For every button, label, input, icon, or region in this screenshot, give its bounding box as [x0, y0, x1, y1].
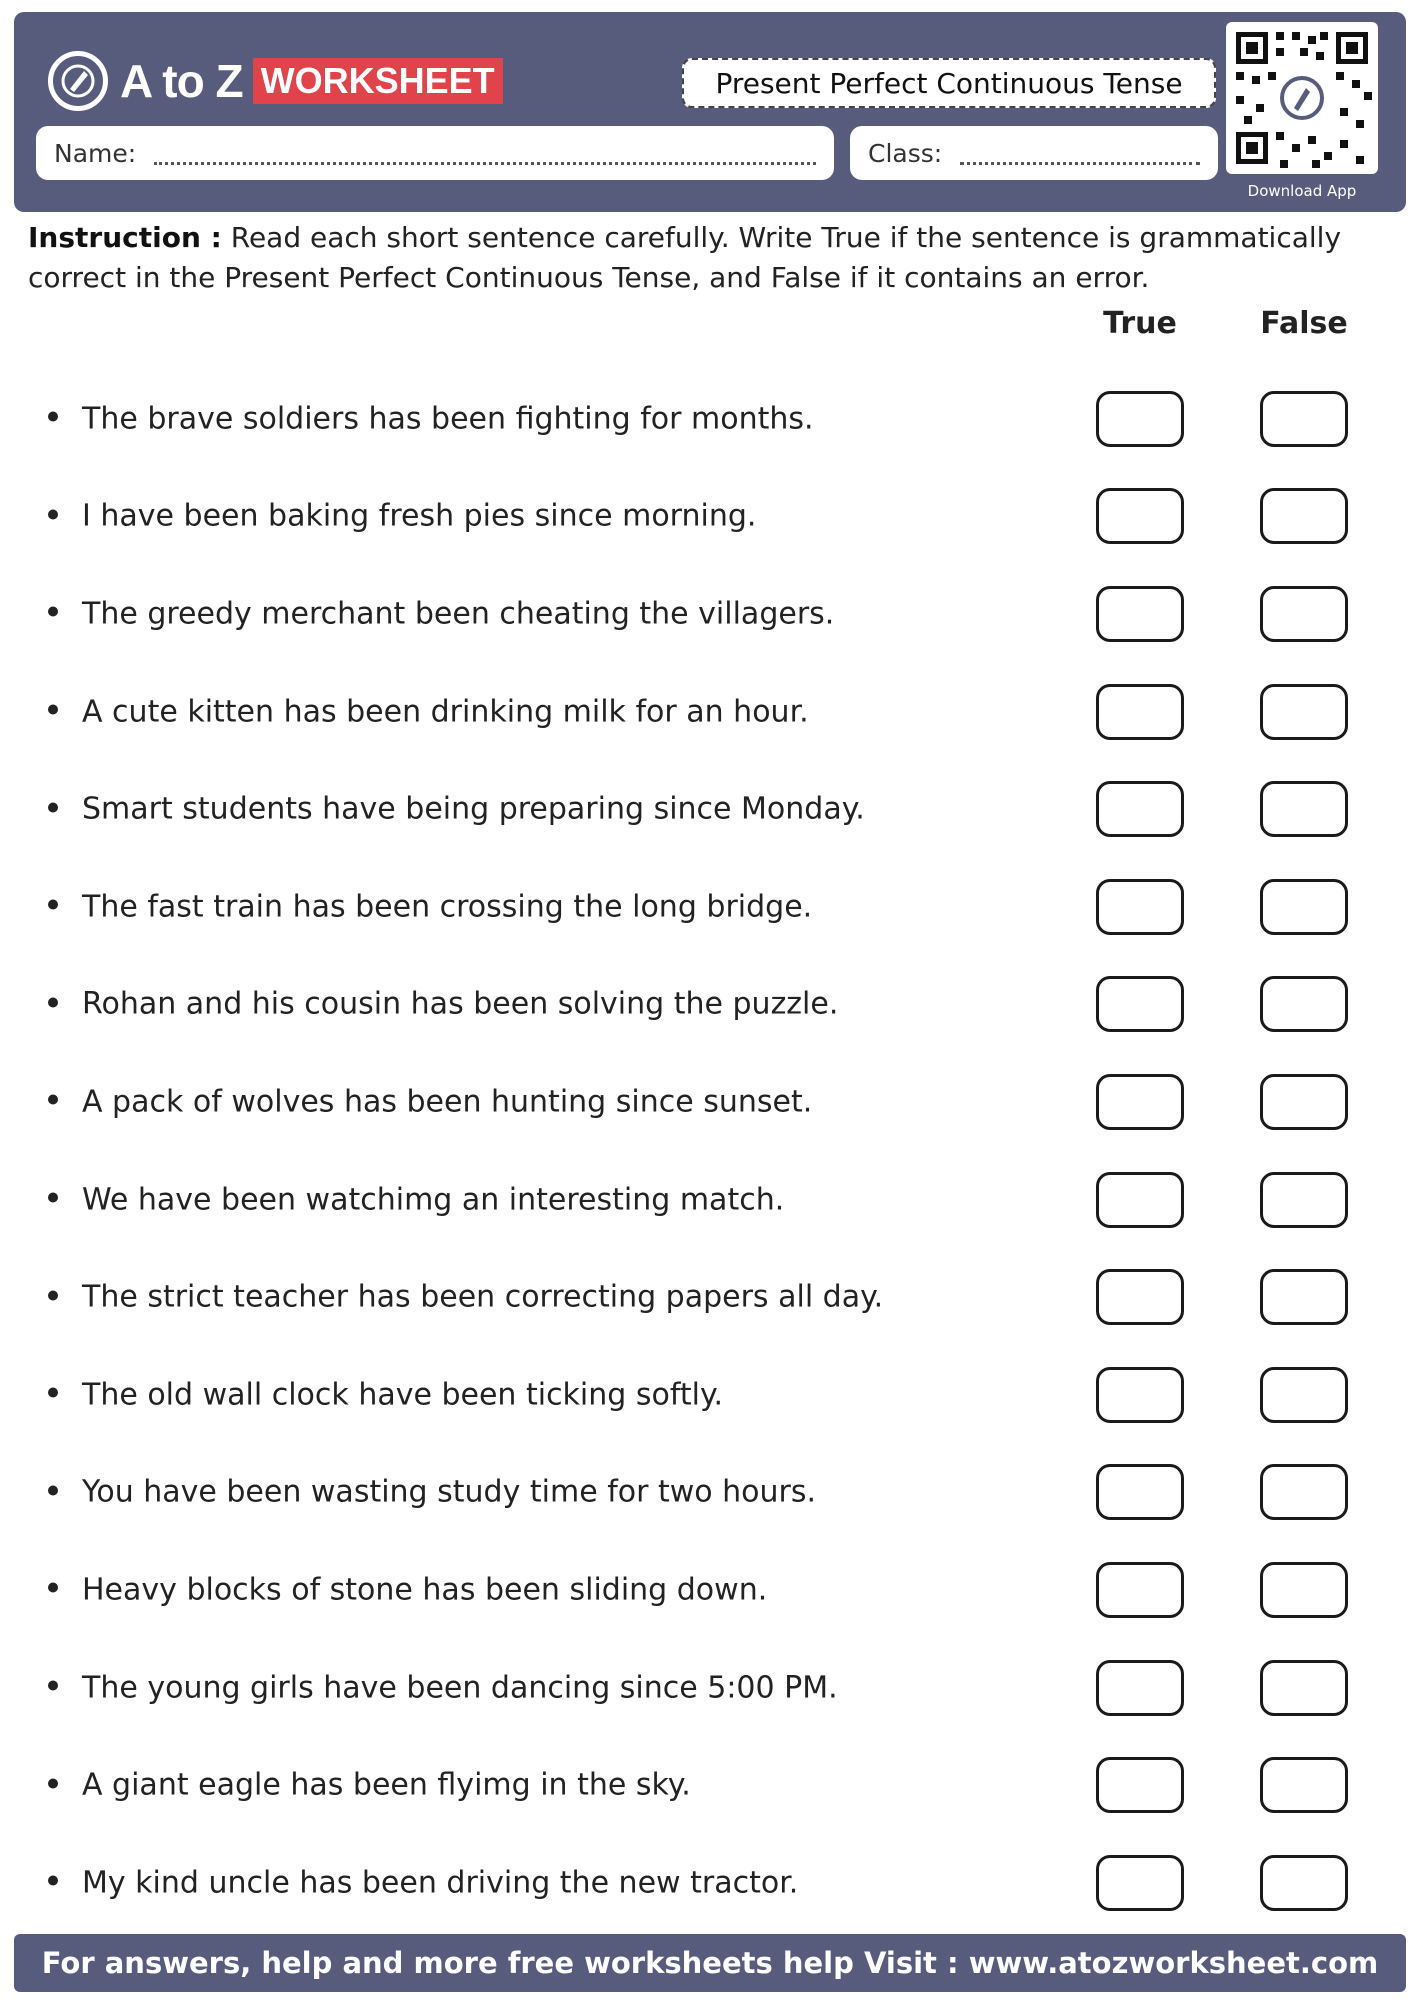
true-answer-box[interactable]: [1096, 781, 1184, 837]
question-sentence: The brave soldiers has been fighting for months.: [82, 401, 814, 437]
question-text: [48, 987, 838, 1022]
question-sentence: The fast train has been crossing the long bridge.: [82, 889, 813, 925]
question-sentence: We have been watchimg an interesting match.: [82, 1182, 785, 1218]
question-sentence: Smart students have being preparing since Monday.: [82, 791, 865, 827]
bullet-icon: [48, 412, 58, 422]
question-row: [0, 1346, 1414, 1444]
question-row: [0, 1736, 1414, 1834]
question-text: [48, 1768, 691, 1803]
false-answer-box[interactable]: [1260, 976, 1348, 1032]
false-answer-box[interactable]: [1260, 1074, 1348, 1130]
question-text: [48, 1084, 812, 1119]
instruction-label: Instruction :: [28, 221, 222, 254]
class-field[interactable]: [850, 126, 1218, 180]
question-text: [48, 1475, 816, 1510]
question-sentence: Heavy blocks of stone has been sliding down.: [82, 1572, 768, 1608]
question-row: [0, 370, 1414, 468]
question-text: [48, 1377, 723, 1412]
question-text: [48, 1865, 798, 1900]
bullet-icon: [48, 1876, 58, 1886]
false-answer-box[interactable]: [1260, 1367, 1348, 1423]
bullet-icon: [48, 802, 58, 812]
question-text: [48, 596, 834, 631]
false-answer-box[interactable]: [1260, 879, 1348, 935]
question-row: [0, 1834, 1414, 1932]
bullet-icon: [48, 1583, 58, 1593]
false-answer-box[interactable]: [1260, 1464, 1348, 1520]
false-answer-box[interactable]: [1260, 1172, 1348, 1228]
question-row: [0, 1248, 1414, 1346]
true-answer-box[interactable]: [1096, 391, 1184, 447]
bullet-icon: [48, 607, 58, 617]
brand-text: A to Z: [120, 55, 243, 107]
true-answer-box[interactable]: [1096, 1074, 1184, 1130]
true-answer-box[interactable]: [1096, 976, 1184, 1032]
question-text: [48, 1670, 838, 1705]
instruction-text: Read each short sentence carefully. Write True if the sentence is grammatically correct in the Present Perfect Continuous Tense, and False if it contains an error.: [28, 221, 1342, 294]
question-sentence: A pack of wolves has been hunting since sunset.: [82, 1084, 813, 1120]
bullet-icon: [48, 1485, 58, 1495]
question-row: [0, 468, 1414, 566]
false-answer-box[interactable]: [1260, 586, 1348, 642]
false-column-header: False: [1260, 306, 1348, 341]
question-text: [48, 401, 814, 436]
question-row: [0, 1639, 1414, 1737]
false-answer-box[interactable]: [1260, 684, 1348, 740]
download-app-caption: Download App: [1247, 182, 1357, 200]
false-answer-box[interactable]: [1260, 391, 1348, 447]
true-answer-box[interactable]: [1096, 1464, 1184, 1520]
false-answer-box[interactable]: [1260, 1757, 1348, 1813]
question-row: [0, 1541, 1414, 1639]
question-list: [0, 370, 1414, 1932]
question-text: [48, 889, 812, 924]
question-text: [48, 1572, 767, 1607]
question-row: [0, 1053, 1414, 1151]
class-label: Class:: [868, 138, 943, 168]
name-label: Name:: [54, 138, 137, 168]
bullet-icon: [48, 1681, 58, 1691]
question-text: [48, 499, 756, 534]
question-row: [0, 1151, 1414, 1249]
question-sentence: The strict teacher has been correcting papers all day.: [82, 1279, 884, 1315]
question-row: [0, 760, 1414, 858]
instruction-block: [28, 218, 1388, 298]
bullet-icon: [48, 1193, 58, 1203]
bullet-icon: [48, 509, 58, 519]
question-sentence: A cute kitten has been drinking milk for an hour.: [82, 694, 809, 730]
question-sentence: My kind uncle has been driving the new tractor.: [82, 1865, 799, 1901]
bullet-icon: [48, 997, 58, 1007]
brand-logo: [48, 46, 503, 116]
question-text: [48, 1280, 883, 1315]
name-dotted-line: [154, 142, 816, 165]
pen-logo-icon: [48, 51, 108, 111]
question-sentence: A giant eagle has been flyimg in the sky.: [82, 1767, 691, 1803]
true-answer-box[interactable]: [1096, 1367, 1184, 1423]
false-answer-box[interactable]: [1260, 781, 1348, 837]
qr-code-icon[interactable]: [1226, 22, 1378, 174]
question-sentence: The old wall clock have been ticking softly.: [82, 1377, 723, 1413]
question-row: [0, 956, 1414, 1054]
brand-badge: WORKSHEET: [253, 58, 503, 104]
question-row: [0, 663, 1414, 761]
true-answer-box[interactable]: [1096, 1562, 1184, 1618]
bullet-icon: [48, 1388, 58, 1398]
question-row: [0, 1444, 1414, 1542]
bullet-icon: [48, 900, 58, 910]
false-answer-box[interactable]: [1260, 488, 1348, 544]
true-column-header: True: [1103, 306, 1177, 341]
true-answer-box[interactable]: [1096, 1172, 1184, 1228]
question-sentence: I have been baking fresh pies since morning.: [82, 498, 757, 534]
bullet-icon: [48, 1778, 58, 1788]
question-text: [48, 792, 865, 827]
true-answer-box[interactable]: [1096, 879, 1184, 935]
true-answer-box[interactable]: [1096, 586, 1184, 642]
question-sentence: The young girls have been dancing since 5:00 PM.: [82, 1670, 838, 1706]
question-sentence: You have been wasting study time for two hours.: [82, 1474, 817, 1510]
name-field[interactable]: [36, 126, 834, 180]
bullet-icon: [48, 705, 58, 715]
true-answer-box[interactable]: [1096, 1660, 1184, 1716]
question-sentence: Rohan and his cousin has been solving the puzzle.: [82, 986, 839, 1022]
true-answer-box[interactable]: [1096, 1757, 1184, 1813]
worksheet-header: [14, 12, 1406, 212]
topic-title: Present Perfect Continuous Tense: [682, 58, 1216, 108]
bullet-icon: [48, 1290, 58, 1300]
false-answer-box[interactable]: [1260, 1562, 1348, 1618]
bullet-icon: [48, 1095, 58, 1105]
question-sentence: The greedy merchant been cheating the villagers.: [82, 596, 835, 632]
false-answer-box[interactable]: [1260, 1269, 1348, 1325]
question-row: [0, 565, 1414, 663]
true-answer-box[interactable]: [1096, 684, 1184, 740]
false-answer-box[interactable]: [1260, 1855, 1348, 1911]
true-answer-box[interactable]: [1096, 1855, 1184, 1911]
true-answer-box[interactable]: [1096, 488, 1184, 544]
class-dotted-line: [960, 142, 1200, 165]
false-answer-box[interactable]: [1260, 1660, 1348, 1716]
footer-banner[interactable]: For answers, help and more free worksheets help Visit : www.atozworksheet.com: [14, 1934, 1406, 1992]
question-text: [48, 694, 809, 729]
question-text: [48, 1182, 784, 1217]
question-row: [0, 858, 1414, 956]
true-answer-box[interactable]: [1096, 1269, 1184, 1325]
